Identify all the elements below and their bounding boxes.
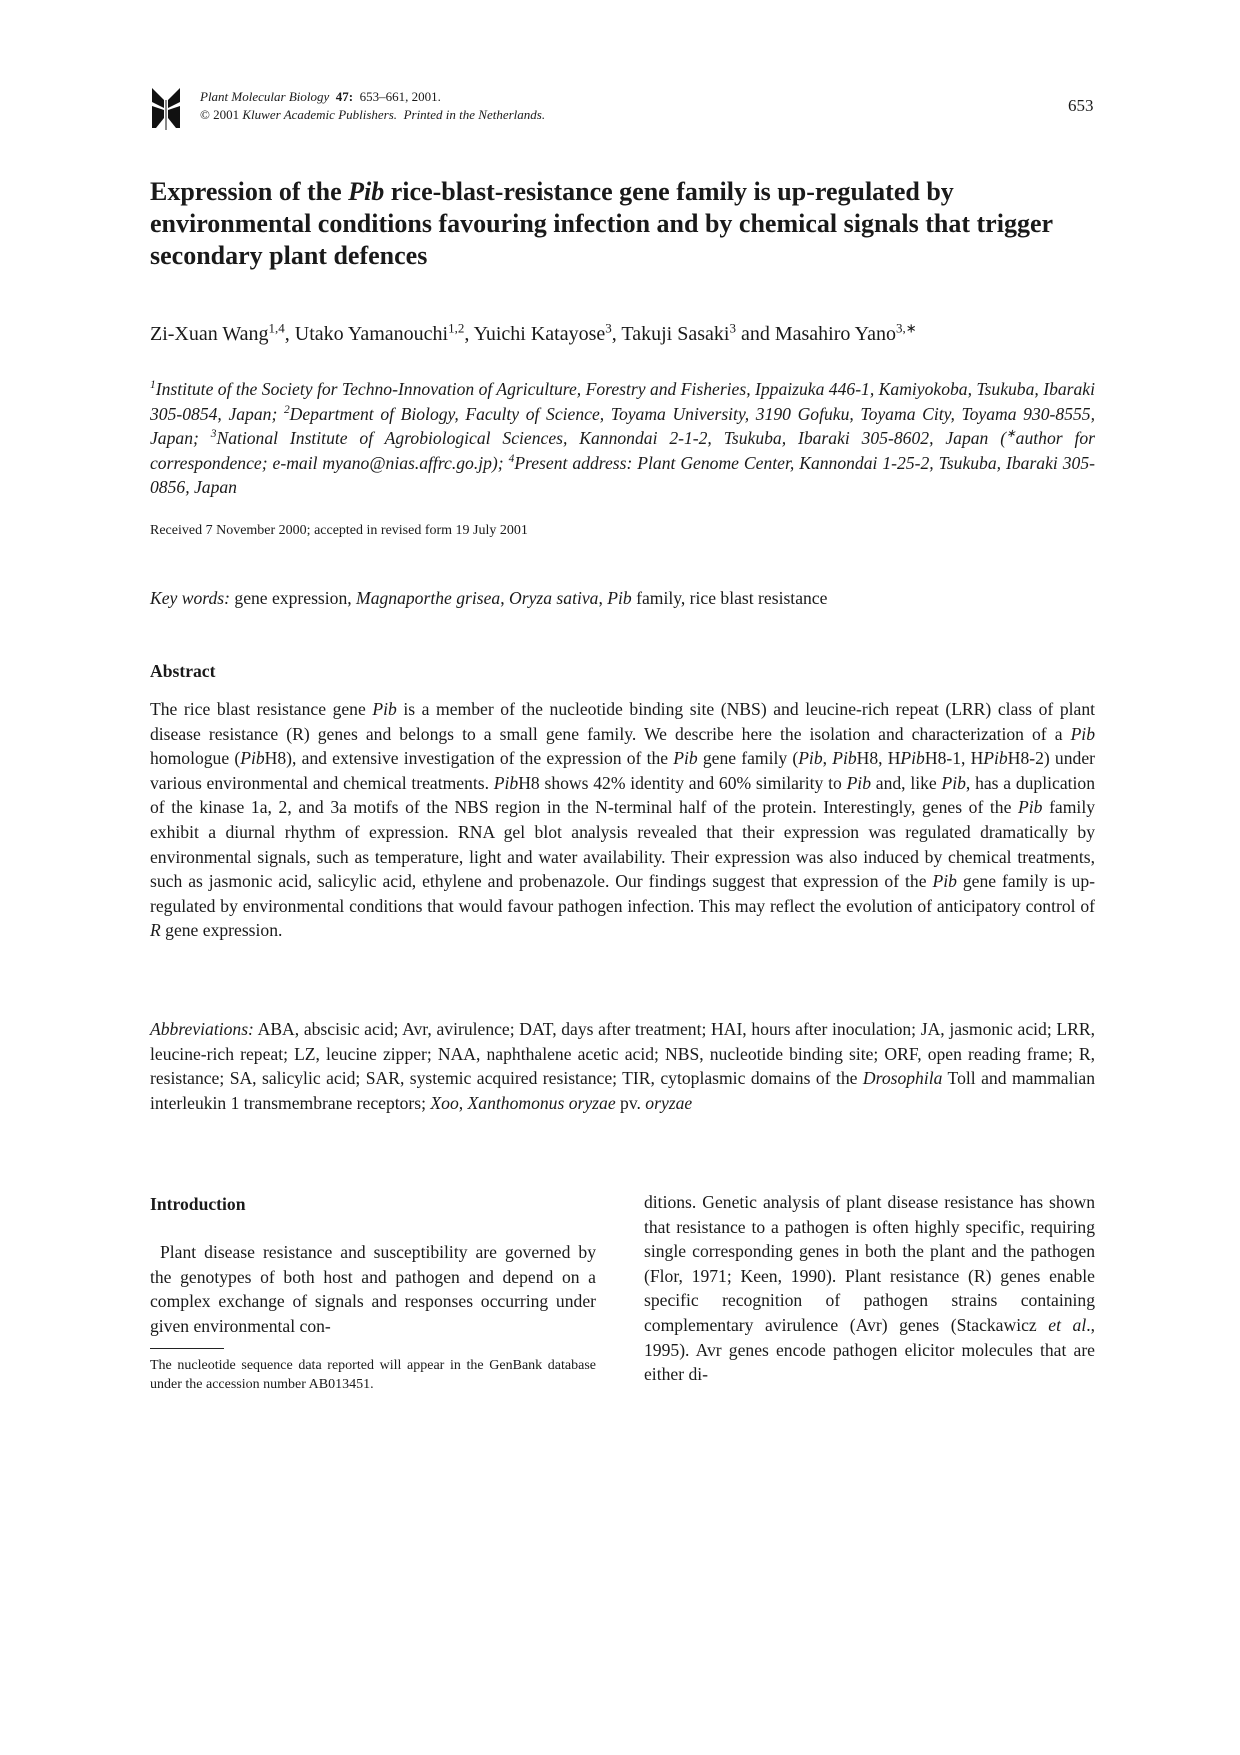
italic-term: Pib	[372, 699, 397, 719]
copyright-year: 2001	[213, 107, 240, 122]
journal-name: Plant Molecular Biology	[200, 89, 330, 104]
abstract-heading: Abstract	[150, 661, 216, 681]
italic-term: Pib	[798, 748, 823, 769]
italic-term: Pib	[832, 748, 857, 769]
received-dates: Received 7 November 2000; accepted in revised form 19 July 2001	[150, 523, 528, 538]
affiliations	[150, 377, 1095, 500]
affiliation-text: Institute of the Society for Techno-Innovation of Agriculture, Forestry and Fisheries, Ippaizuka 446-1, Kamiyokoba, Tsukuba, Ibaraki 305-0854, Japan;	[150, 379, 1095, 424]
author-name: Masahiro Yano	[774, 323, 896, 345]
affiliation-text: National Institute of Agrobiological Sciences, Kannondai 2-1-2, Tsukuba, Ibaraki 305-8602, Japan (	[216, 428, 1007, 448]
abbreviations-label: Abbreviations:	[150, 1019, 254, 1039]
paper-title: Expression of the Pib rice-blast-resistance gene family is up-regulated by environmental conditions favouring infection and by chemical signals that trigger secondary plant defences	[150, 177, 1053, 270]
italic-term: R	[150, 920, 161, 941]
journal-pages: 653–661, 2001.	[359, 89, 441, 104]
journal-volume: 47:	[335, 89, 354, 104]
page-number: 653	[1068, 96, 1094, 115]
kluwer-logo-icon	[150, 86, 182, 130]
introduction-right-column: ditions. Genetic analysis of plant disease resistance has shown that resistance to a pathogen is often highly specific, requiring single corresponding genes in both the plant and the pathogen (Flor, 1971; Keen, 1990). Plant resistance (R) genes enable specific recognition of pathogen strains containing complementary avirulence (Avr) genes (Stackawicz et al., 1995). Avr genes encode pathogen elicitor molecules that are either di-	[644, 1192, 1095, 1385]
author-name: Yuichi Katayose	[473, 323, 606, 345]
italic-term: oryzae	[645, 1092, 693, 1113]
introduction-left-column: Plant disease resistance and susceptibility are governed by the genotypes of both host and pathogen and depend on a complex exchange of signals and responses occurring under given environmental con-	[150, 1242, 596, 1336]
italic-term: et al	[1048, 1314, 1087, 1335]
keywords-label: Key words:	[150, 588, 230, 608]
abstract-body: The rice blast resistance gene Pib is a member of the nucleotide binding site (NBS) and leucine-rich repeat (LRR) class of plant disease resistance (R) genes and belongs to a small gene family. We describe here the isolation and characterization of a Pib homologue (PibH8), and extensive investigation of the expression of the Pib gene family (Pib, PibH8, HPibH8-1, HPibH8-2) under various environmental and chemical treatments. PibH8 shows 42% identity and 60% similarity to Pib and, like Pib, has a duplication of the kinase 1a, 2, and 3a motifs of the NBS region in the N-terminal half of the protein. Interestingly, genes of the Pib family exhibit a diurnal rhythm of expression. RNA gel blot analysis revealed that their expression was regulated dramatically by environmental signals, such as temperature, light and water availability. Their expression was also induced by chemical treatments, such as jasmonic acid, salicylic acid, ethylene and probenazole. Our findings suggest that expression of the Pib gene family is up-regulated by environmental conditions that would favour pathogen infection. This may reflect the evolution of anticipatory control of R gene expression.	[150, 699, 1096, 941]
affiliation-mark: 3	[210, 428, 217, 441]
affiliation-text: Present address: Plant Genome Center, Kannondai 1-25-2, Tsukuba, Ibaraki 305-0856, Japan	[150, 452, 1096, 497]
author-name: Utako Yamanouchi	[294, 323, 449, 345]
keywords: Key words: gene expression, Magnaporthe grisea, Oryza sativa, Pib family, rice blast resistance	[150, 588, 828, 608]
italic-term: Pib	[1070, 723, 1095, 744]
footnote-divider	[150, 1348, 224, 1349]
italic-term: Pib	[673, 748, 698, 769]
keyword: Magnaporthe grisea	[356, 588, 501, 608]
italic-term: Pib	[1018, 797, 1043, 818]
author-affiliation-mark: 1,2	[448, 320, 465, 336]
journal-citation	[200, 88, 545, 124]
affiliation-mark: 4	[508, 452, 515, 465]
keyword: Oryza sativa	[509, 588, 599, 608]
printed-note: Printed in the Netherlands.	[403, 107, 546, 122]
author-affiliation-mark: 3	[729, 320, 736, 336]
italic-term: Pib	[846, 772, 871, 793]
keyword: gene expression	[234, 588, 348, 608]
abbreviations: Abbreviations: ABA, abscisic acid; Avr, avirulence; DAT, days after treatment; HAI, hours after inoculation; JA, jasmonic acid; LRR, leucine-rich repeat; LZ, leucine zipper; NAA, naphthalene acetic acid; NBS, nucleotide binding site; ORF, open reading frame; R, resistance; SA, salicylic acid; SAR, systemic acquired resistance; TIR, cytoplasmic domains of the Drosophila Toll and mammalian interleukin 1 transmembrane receptors; Xoo, Xanthomonus oryzae pv. oryzae	[150, 1019, 1095, 1113]
italic-term: Pib	[983, 748, 1008, 769]
affiliation-text: author for correspondence; e-mail myano@nias.affrc.go.jp);	[150, 428, 1095, 473]
keyword: Pib	[607, 588, 632, 608]
italic-term: Xoo	[430, 1092, 459, 1113]
keyword: rice blast resistance	[689, 588, 828, 608]
italic-term: Pib	[240, 748, 265, 769]
affiliation-mark: 1	[150, 379, 156, 392]
italic-term: Pib	[493, 772, 519, 793]
author-affiliation-mark: 1,4	[268, 320, 285, 336]
author-affiliation-mark: 3	[605, 320, 612, 336]
italic-term: Drosophila	[862, 1068, 943, 1089]
introduction-heading: Introduction	[150, 1194, 246, 1214]
italic-term: Xanthomonus oryzae	[467, 1092, 616, 1113]
italic-term: Pib	[941, 772, 966, 793]
affiliation-text: Department of Biology, Faculty of Science, Toyama University, 3190 Gofuku, Toyama City, Toyama 930-8555, Japan;	[150, 403, 1095, 448]
affiliation-mark: ∗	[1006, 428, 1016, 441]
author-name: Zi-Xuan Wang	[150, 323, 269, 345]
footnote: The nucleotide sequence data reported will appear in the GenBank database under the accession number AB013451.	[150, 1358, 596, 1392]
publisher: Kluwer Academic Publishers.	[242, 107, 398, 122]
italic-term: Pib	[900, 748, 925, 769]
copyright-symbol: ©	[200, 107, 210, 122]
author-list: Zi-Xuan Wang$^{1,4}$, Utako Yamanouchi$^{1,2}$, Yuichi Katayose$^3$, Takuji Sasaki$^3$ and Masahiro Yano$^{3,∗}$	[150, 320, 917, 345]
author-name: Takuji Sasaki	[621, 323, 730, 345]
affiliation-mark: 2	[283, 403, 290, 416]
italic-term: Pib	[932, 871, 957, 892]
author-affiliation-mark: 3,∗	[895, 320, 917, 336]
